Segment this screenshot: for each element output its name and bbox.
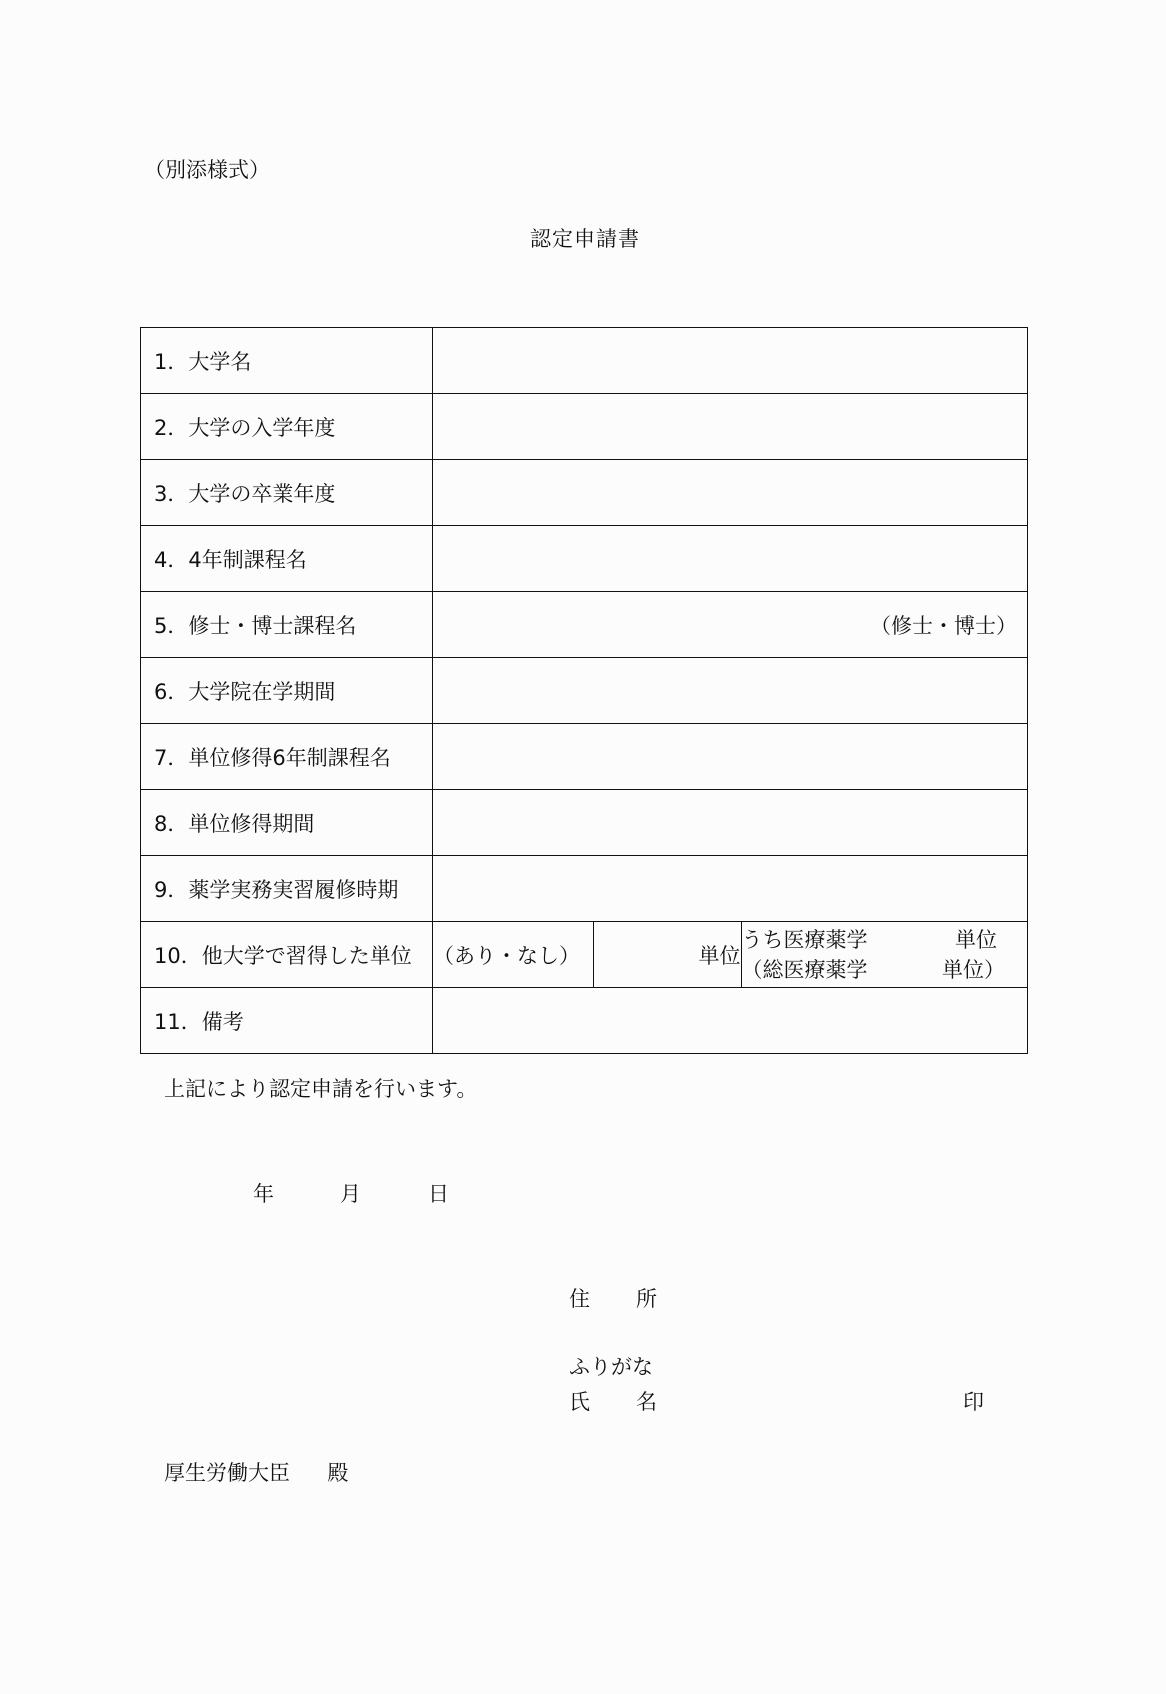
row-label: 4．4年制課程名 xyxy=(141,526,433,592)
graduation-year-field[interactable] xyxy=(433,460,1028,526)
name-label-1: 氏 xyxy=(569,1390,590,1414)
graduate-program-field[interactable] xyxy=(433,592,1028,658)
application-statement: 上記により認定申請を行います。 xyxy=(164,1077,478,1101)
table-row xyxy=(141,724,1028,790)
credits-subtable xyxy=(433,922,1027,987)
name-label-2: 名 xyxy=(636,1390,657,1414)
table-row xyxy=(141,394,1028,460)
table-row xyxy=(141,922,1028,988)
row-label: 5．修士・博士課程名 xyxy=(141,592,433,658)
breakdown-line2-label: （総医療薬学 xyxy=(741,957,868,982)
breakdown-line1-unit: 単位 xyxy=(955,927,997,952)
row-label: 10．他大学で習得した単位 xyxy=(141,922,433,988)
addressee-name: 厚生労働大臣 xyxy=(164,1461,290,1485)
table-row xyxy=(141,658,1028,724)
credits-yes-no-choice[interactable]: （あり・なし） xyxy=(433,943,580,968)
row-label: 1．大学名 xyxy=(141,328,433,394)
row-label: 7．単位修得6年制課程名 xyxy=(141,724,433,790)
date-month-label: 月 xyxy=(340,1182,361,1206)
date-day-label: 日 xyxy=(428,1182,449,1206)
address-label-1: 住 xyxy=(569,1287,590,1311)
practical-training-period-field[interactable] xyxy=(433,856,1028,922)
credits-count-field[interactable]: 単位 xyxy=(593,922,741,987)
furigana-label: ふりがな xyxy=(569,1355,653,1379)
degree-type-note: （修士・博士） xyxy=(870,613,1017,638)
seal-mark: 印 xyxy=(963,1390,984,1414)
application-form-table xyxy=(140,327,1028,1054)
six-year-program-field[interactable] xyxy=(433,724,1028,790)
address-label-2: 所 xyxy=(636,1287,657,1311)
row-label: 6．大学院在学期間 xyxy=(141,658,433,724)
four-year-program-field[interactable] xyxy=(433,526,1028,592)
admission-year-field[interactable] xyxy=(433,394,1028,460)
row-label: 2．大学の入学年度 xyxy=(141,394,433,460)
row-label: 8．単位修得期間 xyxy=(141,790,433,856)
table-row xyxy=(141,988,1028,1054)
table-row xyxy=(141,460,1028,526)
breakdown-line2-unit: 単位） xyxy=(942,957,1005,982)
date-year-label: 年 xyxy=(253,1182,274,1206)
remarks-field[interactable] xyxy=(433,988,1028,1054)
credit-period-field[interactable] xyxy=(433,790,1028,856)
table-row xyxy=(141,790,1028,856)
table-row xyxy=(141,592,1028,658)
university-name-field[interactable] xyxy=(433,328,1028,394)
table-row xyxy=(141,526,1028,592)
table-row xyxy=(141,328,1028,394)
medical-pharmacy-breakdown[interactable] xyxy=(741,922,1027,987)
addressee-honorific: 殿 xyxy=(327,1461,349,1485)
other-university-credits-cell xyxy=(433,922,1028,988)
row-label: 9．薬学実務実習履修時期 xyxy=(141,856,433,922)
page-title: 認定申請書 xyxy=(530,227,640,251)
table-row xyxy=(141,856,1028,922)
row-label: 11．備考 xyxy=(141,988,433,1054)
form-label: （別添様式） xyxy=(144,158,270,182)
row-label: 3．大学の卒業年度 xyxy=(141,460,433,526)
addressee xyxy=(164,1463,348,1484)
graduate-enrollment-period-field[interactable] xyxy=(433,658,1028,724)
breakdown-line1-label: うち医療薬学 xyxy=(741,927,868,952)
